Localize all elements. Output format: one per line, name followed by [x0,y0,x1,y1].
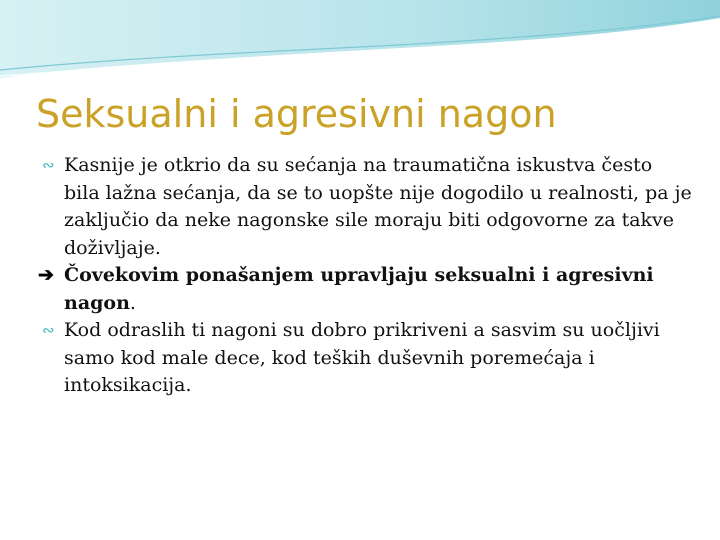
bullet-list [38,152,692,400]
wave-bullet-icon: ∾ [42,156,55,174]
arrow-bullet-icon: ➔ [38,264,54,286]
list-item [38,262,692,317]
wave-bullet-icon: ∾ [42,321,55,339]
list-item-text-end: . [129,291,136,314]
list-item-text: Kod odraslih ti nagoni su dobro prikriveni a sasvim su uočljivi samo kod male dece, kod teških duševnih poremećaja i intoksikacija. [64,319,660,396]
list-item [42,152,692,262]
header-wave-decoration [0,0,720,90]
slide-title: Seksualni i agresivni nagon [36,92,557,136]
list-item [42,317,692,400]
list-item-bold-text: Čovekovim ponašanjem upravljaju seksualni i agresivni nagon [64,264,654,314]
list-item-text: Kasnije je otkrio da su sećanja na traumatična iskustva često bila lažna sećanja, da se to uopšte nije dogodilo u realnosti, pa je zaključio da neke nagonske sile moraju biti odgovorne za takve doživljaje. [64,154,692,259]
